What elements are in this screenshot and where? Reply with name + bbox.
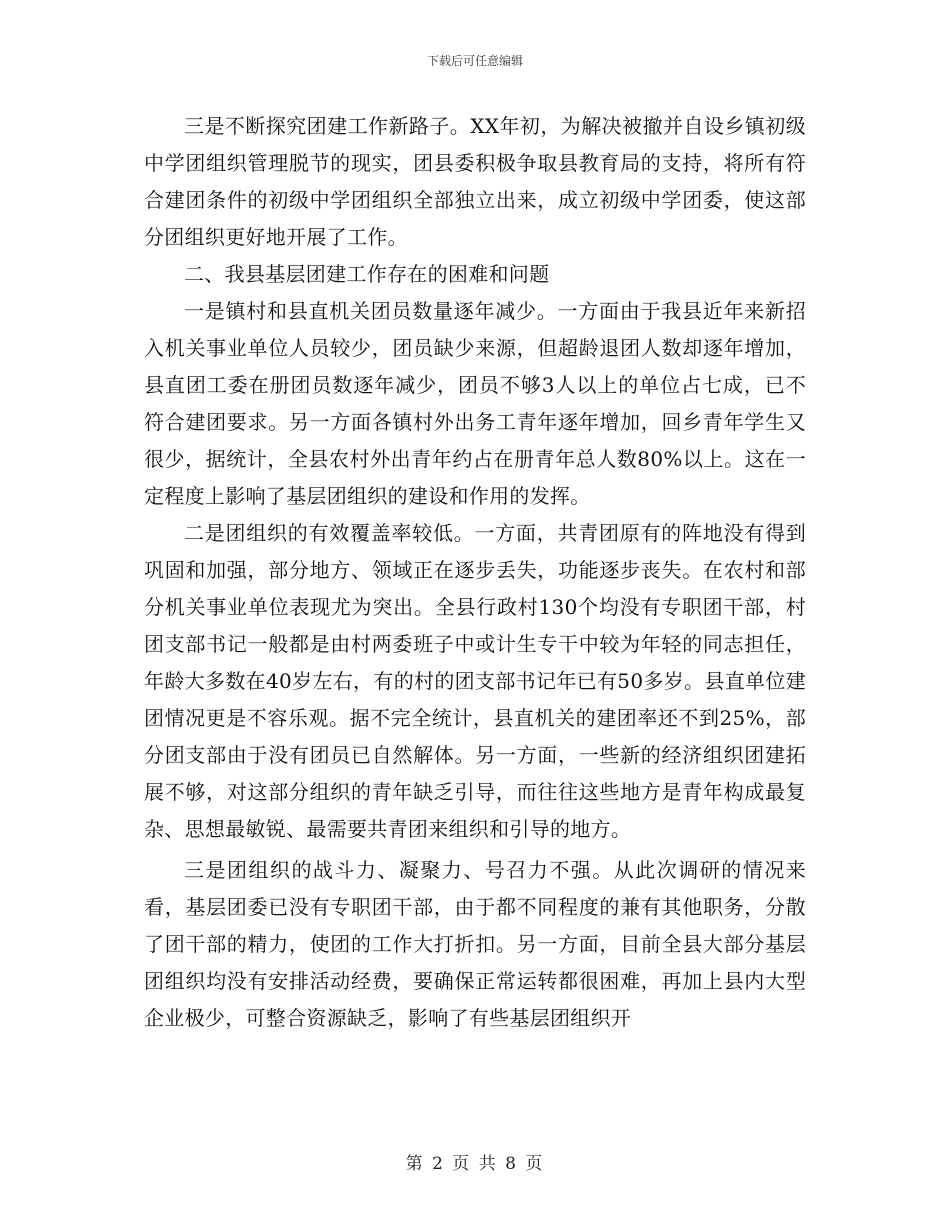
section-heading-difficulties: 二、我县基层团建工作存在的困难和问题 <box>184 262 550 286</box>
paragraph-low-coverage: 二是团组织的有效覆盖率较低。一方面，共青团原有的阵地没有得到巩固和加强，部分地方、领域正在逐步丢失，功能逐步丧失。在农村和部分机关事业单位表现尤为突出。全县行政村130个均没有专职团干部，村团支部书记一般都是由村两委班子中或计生专干中较为年轻的同志担任，年龄大多数在40岁左右，有的村的团支部书记年已有50多岁。县直单位建团情况更是不容乐观。据不完全统计，县直机关的建团率还不到25%，部分团支部由于没有团员已自然解体。另一方面，一些新的经济组织团建拓展不够，对这部分组织的青年缺乏引导，而往往这些地方是青年构成最复杂、思想最敏锐、最需要共青团来组织和引导的地方。 <box>144 521 806 841</box>
paragraph-member-decline: 一是镇村和县直机关团员数量逐年减少。一方面由于我县近年来新招入机关事业单位人员较少，团员缺少来源，但超龄退团人数却逐年增加，县直团工委在册团员数逐年减少，团员不够3人以上的单位占七成，已不符合建团要求。另一方面各镇村外出务工青年逐年增加，回乡青年学生又很少，据统计，全县农村外出青年约占在册青年总人数80%以上。这在一定程度上影响了基层团组织的建设和作用的发挥。 <box>144 299 806 508</box>
paragraph-weak-cohesion: 三是团组织的战斗力、凝聚力、号召力不强。从此次调研的情况来看，基层团委已没有专职团干部，由于都不同程度的兼有其他职务，分散了团干部的精力，使团的工作大打折扣。另一方面，目前全县大部分基层团组织均没有安排活动经费，要确保正常运转都很困难，再加上县内大型企业极少，可整合资源缺乏，影响了有些基层团组织开 <box>144 858 806 1030</box>
page-header: 下载后可任意编辑 <box>426 54 523 68</box>
document-body <box>144 108 806 1037</box>
paragraph-exploring-new-paths: 三是不断探究团建工作新路子。XX年初，为解决被撤并自设乡镇初级中学团组织管理脱节的现实，团县委积极争取县教育局的支持，将所有符合建团条件的初级中学团组织全部独立出来，成立初级中学团委，使这部分团组织更好地开展了工作。 <box>144 114 806 249</box>
page-number-footer: 第 2 页 共 8 页 <box>405 1154 545 1174</box>
